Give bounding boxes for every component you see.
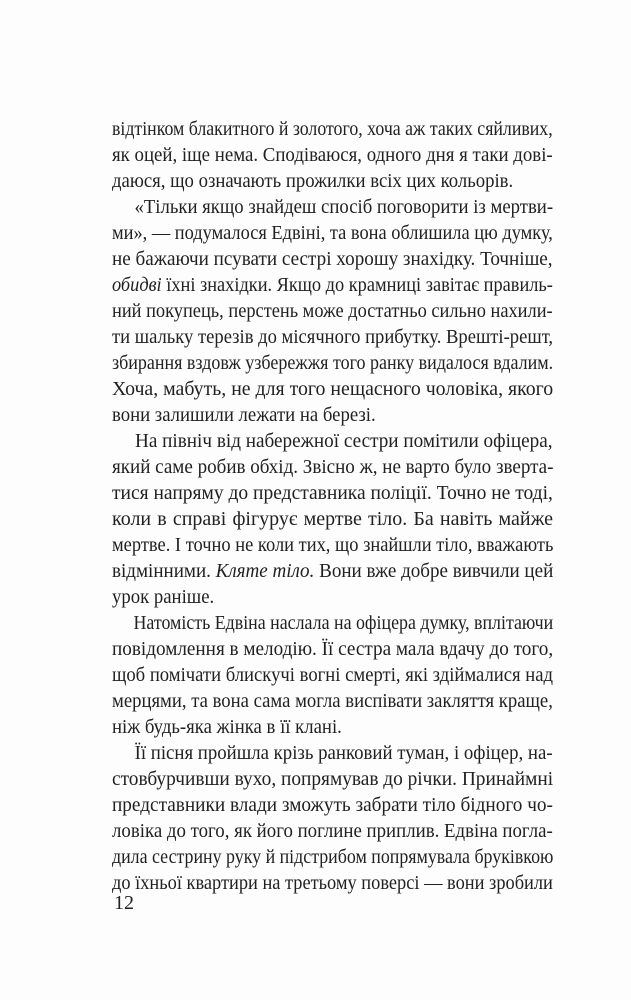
text-line	[112, 142, 553, 168]
text-segment: ловіка до того, як його поглине приплив. Едвіна погла-	[112, 820, 553, 842]
text-segment: даюся, що означають прожилки всіх цих кольорів.	[112, 170, 514, 192]
text-line	[112, 506, 553, 532]
text-block	[112, 116, 553, 896]
text-segment: представники влади зможуть забрати тіло бідного чо-	[112, 794, 553, 816]
text-line	[112, 870, 553, 896]
text-segment: не бажаючи псувати сестрі хорошу знахідку. Точніше,	[112, 248, 553, 270]
text-line	[112, 558, 554, 584]
text-line	[112, 454, 554, 480]
text-line	[112, 272, 553, 298]
text-line	[112, 428, 553, 454]
text-segment: ми», — подумалося Едвіні, та вона облишила цю думку,	[112, 222, 553, 244]
text-segment: мертве. І точно не коли тих, що знайшли тіло, вважають	[112, 534, 554, 556]
text-segment: ніж будь-яка жінка в її клані.	[112, 716, 342, 738]
text-segment: стовбурчивши вухо, попрямував до річки. Принаймні	[112, 768, 554, 790]
text-line	[112, 194, 554, 220]
text-segment: який саме робив обхід. Звісно ж, не варто було зверта-	[112, 456, 554, 478]
text-line	[112, 610, 554, 636]
text-segment: збирання вздовж узбережжя того ранку видалося вдалим.	[112, 352, 554, 374]
text-line	[112, 324, 554, 350]
text-line	[112, 480, 553, 506]
text-segment: їхні знахідки. Якщо до крамниці завітає правиль-	[161, 274, 553, 296]
text-segment: ти шальку терезів до місячного прибутку. Врешті-решт,	[112, 326, 554, 348]
text-line	[112, 350, 554, 376]
text-line	[112, 818, 553, 844]
text-line	[112, 792, 553, 818]
text-segment: вони залишили лежати на березі.	[112, 404, 376, 426]
text-segment: Вони вже добре вивчили цей	[314, 560, 554, 582]
text-segment: тися напряму до представника поліції. Точно не тоді,	[112, 482, 553, 504]
text-line	[112, 714, 525, 740]
text-segment: дила сестрину руку й підстрибом попрямувала бруківкою	[112, 846, 554, 868]
text-line	[112, 168, 525, 194]
text-line	[112, 584, 525, 610]
text-line	[112, 402, 525, 428]
text-segment: «Тільки якщо знайдеш спосіб поговорити із мертви-	[134, 196, 554, 218]
text-segment: як оцей, іще нема. Сподіваюся, одного дня я таки дові-	[112, 144, 553, 166]
text-segment: мерцями, та вона сама могла виспівати закляття краще,	[112, 690, 553, 712]
text-line	[112, 220, 553, 246]
italic-text-segment: Кляте тіло.	[215, 560, 315, 582]
text-line	[112, 298, 553, 324]
text-line	[112, 688, 553, 714]
text-segment: Її пісня пройшла крізь ранковий туман, і офіцер, на-	[134, 742, 553, 764]
text-line	[112, 662, 554, 688]
text-segment: відмінними.	[112, 560, 216, 582]
text-segment: Натомість Едвіна наслала на офіцера думку, вплітаючи	[133, 612, 554, 634]
text-line	[112, 116, 553, 142]
text-segment: до їхньої квартири на третьому поверсі — вони зробили	[112, 872, 553, 894]
text-line	[112, 844, 554, 870]
italic-text-segment: обидві	[112, 274, 162, 296]
text-segment: повідомлення в мелодію. Її сестра мала вдачу до того,	[112, 638, 554, 660]
text-line	[112, 766, 554, 792]
text-line	[112, 376, 554, 402]
text-line	[112, 246, 553, 272]
text-segment: ний покупець, перстень може достатньо сильно нахили-	[112, 300, 553, 322]
text-segment: відтінком блакитного й золотого, хоча аж таких сяйливих,	[112, 118, 553, 140]
text-segment: коли в справі фігурує мертве тіло. Ба навіть майже	[112, 508, 553, 530]
text-segment: щоб помічати блискучі вогні смерті, які здіймалися над	[112, 664, 554, 686]
text-segment: урок раніше.	[112, 586, 215, 608]
text-line	[112, 532, 554, 558]
page-number: 12	[114, 892, 134, 914]
text-segment: На північ від набережної сестри помітили офіцера,	[135, 430, 553, 452]
text-line	[112, 740, 553, 766]
text-segment: Хоча, мабуть, не для того нещасного чоловіка, якого	[112, 378, 554, 400]
text-line	[112, 636, 554, 662]
